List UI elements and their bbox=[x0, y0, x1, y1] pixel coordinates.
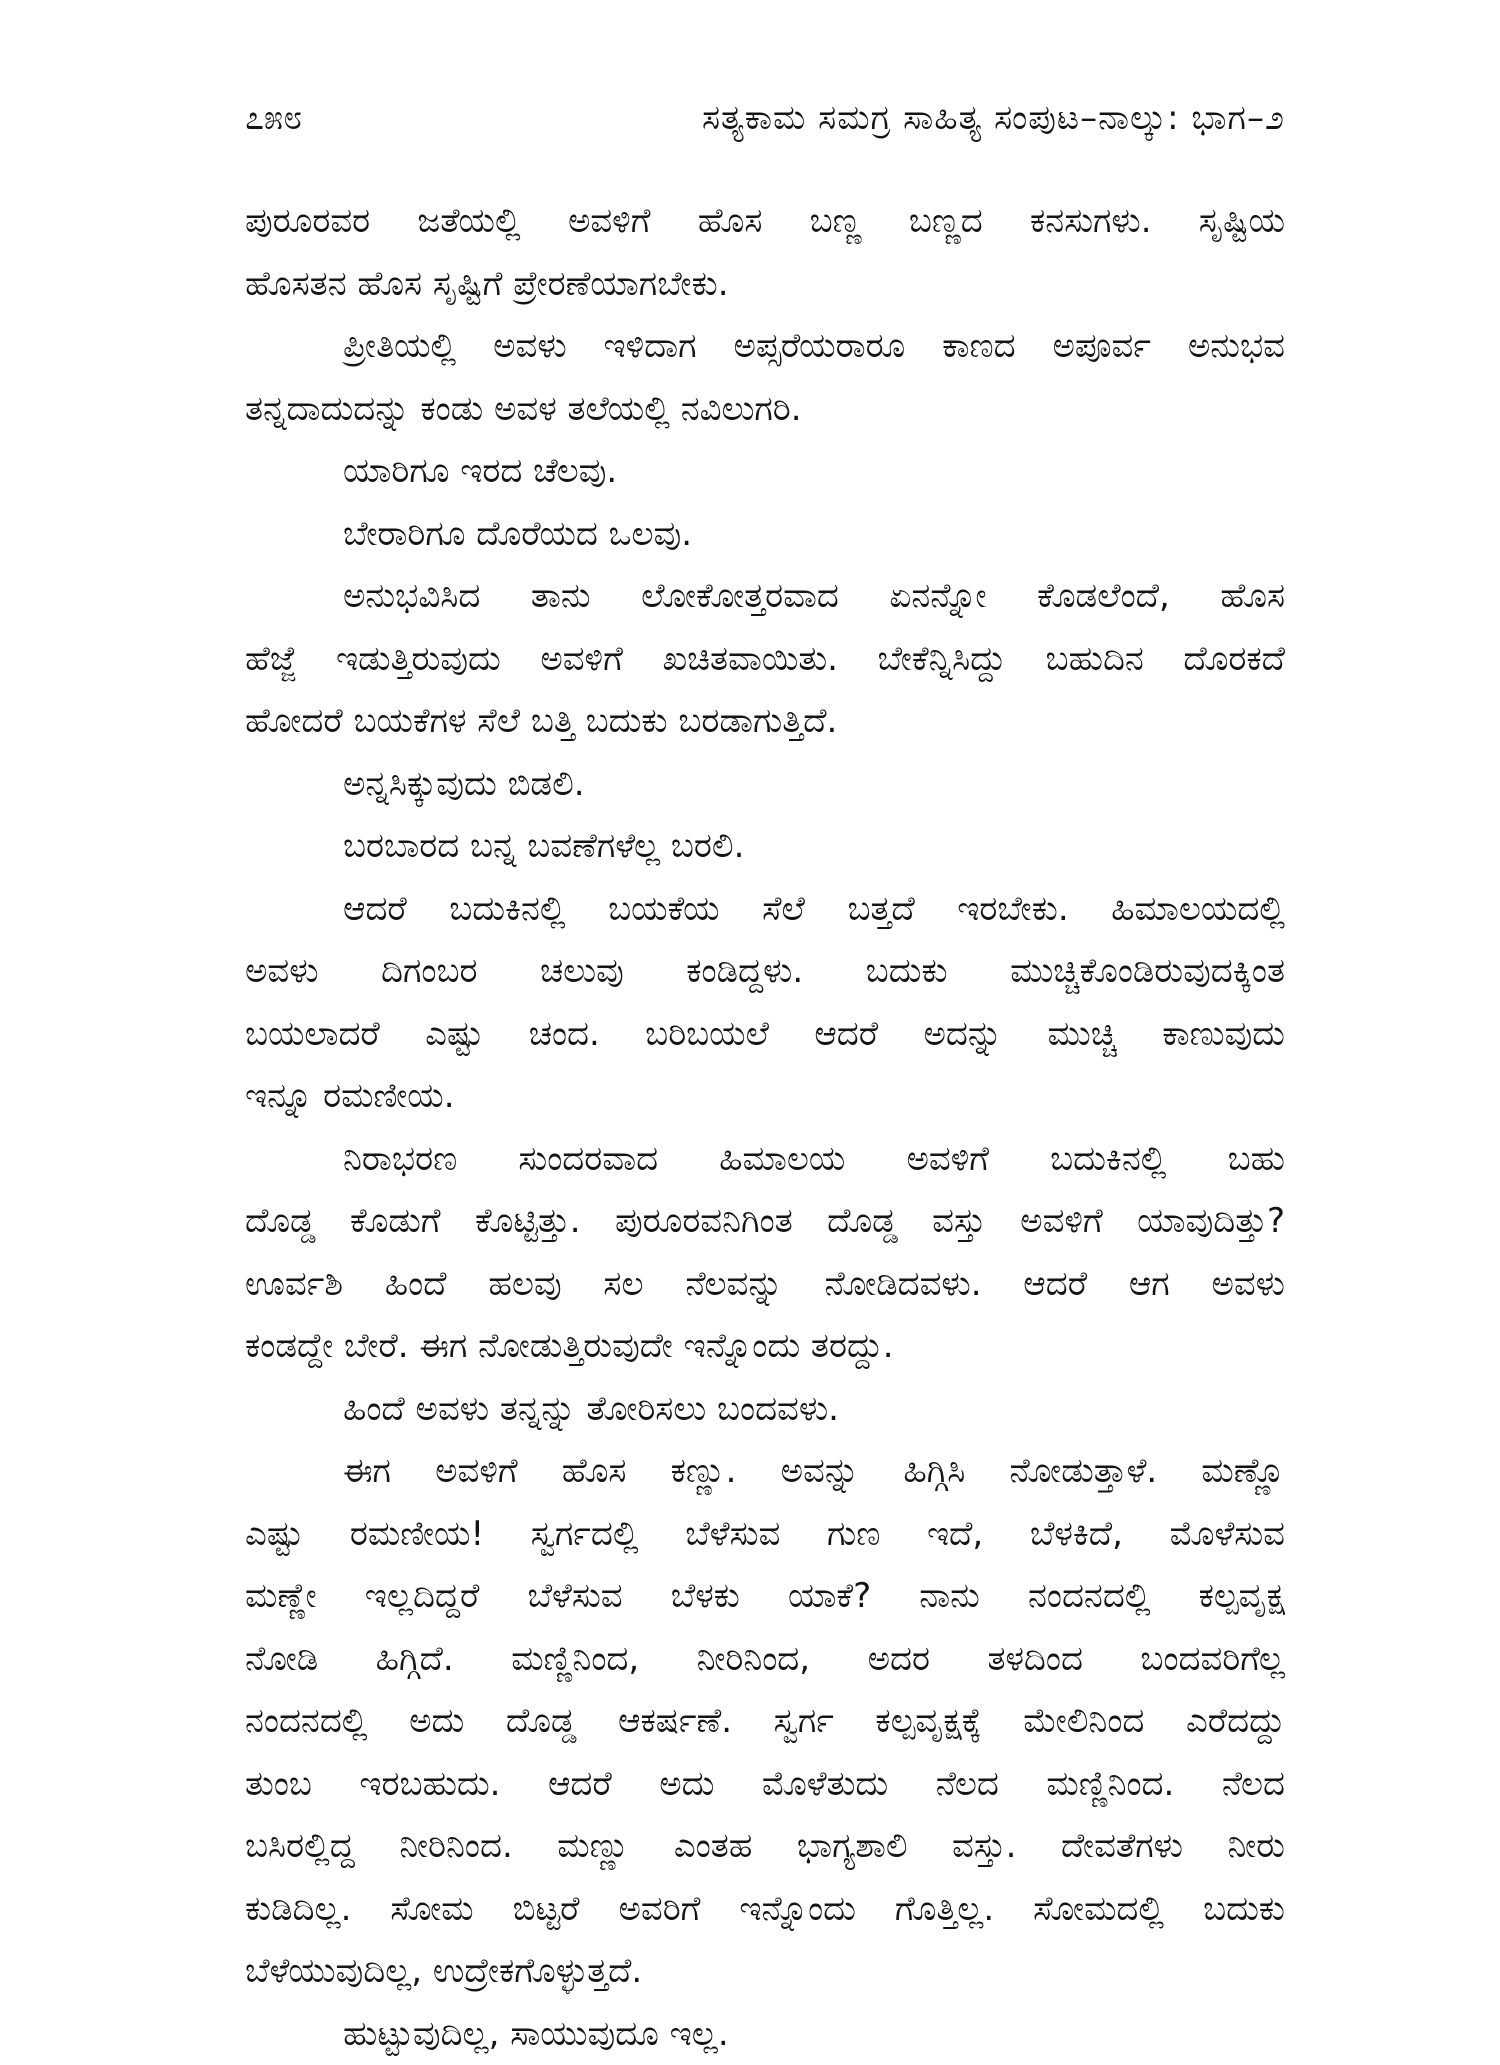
paragraph-start-line: ಹುಟ್ಟುವುದಿಲ್ಲ, ಸಾಯುವುದೂ ಇಲ್ಲ. bbox=[245, 2003, 1285, 2065]
text-line: ದೊಡ್ಡ ಕೊಡುಗೆ ಕೊಟ್ಟಿತ್ತು. ಪುರೂರವನಿಗಿಂತ ದೊಡ್ಡ ವಸ್ತು ಅವಳಿಗೆ ಯಾವುದಿತ್ತು? bbox=[245, 1190, 1285, 1253]
text-line: ಮಣ್ಣೇ ಇಲ್ಲದಿದ್ದರೆ ಬೆಳೆಸುವ ಬೆಳಕು ಯಾಕೆ? ನಾನು ನಂದನದಲ್ಲಿ ಕಲ್ಪವೃಕ್ಷ bbox=[245, 1565, 1285, 1628]
text-line: ಎಷ್ಟು ರಮಣೀಯ! ಸ್ವರ್ಗದಲ್ಲಿ ಬೆಳೆಸುವ ಗುಣ ಇದೆ, ಬೆಳಕಿದೆ, ಮೊಳೆಸುವ bbox=[245, 1503, 1285, 1566]
text-line: ಕಂಡದ್ದೇ ಬೇರೆ. ಈಗ ನೋಡುತ್ತಿರುವುದೇ ಇನ್ನೊಂದು ತರದ್ದು. bbox=[245, 1315, 1285, 1378]
text-line: ಹೆಜ್ಜೆ ಇಡುತ್ತಿರುವುದು ಅವಳಿಗೆ ಖಚಿತವಾಯಿತು. ಬೇಕೆನ್ನಿಸಿದ್ದು ಬಹುದಿನ ದೊರಕದೆ bbox=[245, 628, 1285, 691]
text-line: ನಂದನದಲ್ಲಿ ಅದು ದೊಡ್ಡ ಆಕರ್ಷಣೆ. ಸ್ವರ್ಗ ಕಲ್ಪವೃಕ್ಷಕ್ಕೆ ಮೇಲಿನಿಂದ ಎರೆದದ್ದು bbox=[245, 1690, 1285, 1753]
text-line: ತುಂಬ ಇರಬಹುದು. ಆದರೆ ಅದು ಮೊಳೆತುದು ನೆಲದ ಮಣ್ಣಿನಿಂದ. ನೆಲದ bbox=[245, 1753, 1285, 1816]
text-line: ನೋಡಿ ಹಿಗ್ಗಿದೆ. ಮಣ್ಣಿನಿಂದ, ನೀರಿನಿಂದ, ಅದರ ತಳದಿಂದ ಬಂದವರಿಗೆಲ್ಲ bbox=[245, 1628, 1285, 1691]
paragraph-start-line: ಬರಬಾರದ ಬನ್ನ ಬವಣೆಗಳೆಲ್ಲ ಬರಲಿ. bbox=[245, 815, 1285, 878]
text-line: ಪುರೂರವರ ಜತೆಯಲ್ಲಿ ಅವಳಿಗೆ ಹೊಸ ಬಣ್ಣ ಬಣ್ಣದ ಕನಸುಗಳು. ಸೃಷ್ಟಿಯ bbox=[245, 190, 1285, 253]
paragraph-start-line: ಅನುಭವಿಸಿದ ತಾನು ಲೋಕೋತ್ತರವಾದ ಏನನ್ನೋ ಕೊಡಲೆಂದೆ, ಹೊಸ bbox=[245, 565, 1285, 628]
paragraph-start-line: ಆದರೆ ಬದುಕಿನಲ್ಲಿ ಬಯಕೆಯ ಸೆಲೆ ಬತ್ತದೆ ಇರಬೇಕು. ಹಿಮಾಲಯದಲ್ಲಿ bbox=[245, 878, 1285, 941]
text-line: ಹೋದರೆ ಬಯಕೆಗಳ ಸೆಲೆ ಬತ್ತಿ ಬದುಕು ಬರಡಾಗುತ್ತಿದೆ. bbox=[245, 690, 1285, 753]
text-line: ಹೊಸತನ ಹೊಸ ಸೃಷ್ಟಿಗೆ ಪ್ರೇರಣೆಯಾಗಬೇಕು. bbox=[245, 253, 1285, 316]
text-line: ಬೆಳೆಯುವುದಿಲ್ಲ, ಉದ್ರೇಕಗೊಳ್ಳುತ್ತದೆ. bbox=[245, 1940, 1285, 2003]
book-title: ಸತ್ಯಕಾಮ ಸಮಗ್ರ ಸಾಹಿತ್ಯ ಸಂಪುಟ–ನಾಲ್ಕು: ಭಾಗ–೨ bbox=[702, 88, 1285, 148]
text-line: ತನ್ನದಾದುದನ್ನು ಕಂಡು ಅವಳ ತಲೆಯಲ್ಲಿ ನವಿಲುಗರಿ. bbox=[245, 378, 1285, 441]
paragraph-start-line: ಬೇರಾರಿಗೂ ದೊರೆಯದ ಒಲವು. bbox=[245, 503, 1285, 566]
text-line: ಬಯಲಾದರೆ ಎಷ್ಟು ಚಂದ. ಬರಿಬಯಲೆ ಆದರೆ ಅದನ್ನು ಮುಚ್ಚಿ ಕಾಣುವುದು bbox=[245, 1003, 1285, 1066]
paragraph-start-line: ಅನ್ನಸಿಕ್ಕುವುದು ಬಿಡಲಿ. bbox=[245, 753, 1285, 816]
paragraph-start-line: ಹಿಂದೆ ಅವಳು ತನ್ನನ್ನು ತೋರಿಸಲು ಬಂದವಳು. bbox=[245, 1378, 1285, 1441]
text-line: ಬಸಿರಲ್ಲಿದ್ದ ನೀರಿನಿಂದ. ಮಣ್ಣು ಎಂತಹ ಭಾಗ್ಯಶಾಲಿ ವಸ್ತು. ದೇವತೆಗಳು ನೀರು bbox=[245, 1815, 1285, 1878]
text-body bbox=[245, 190, 1285, 2065]
paragraph-start-line: ನಿರಾಭರಣ ಸುಂದರವಾದ ಹಿಮಾಲಯ ಅವಳಿಗೆ ಬದುಕಿನಲ್ಲಿ ಬಹು bbox=[245, 1128, 1285, 1191]
text-line: ಅವಳು ದಿಗಂಬರ ಚಲುವು ಕಂಡಿದ್ದಳು. ಬದುಕು ಮುಚ್ಚಿಕೊಂಡಿರುವುದಕ್ಕಿಂತ bbox=[245, 940, 1285, 1003]
page-number: ೭೫೮ bbox=[245, 88, 302, 148]
paragraph-start-line: ಪ್ರೀತಿಯಲ್ಲಿ ಅವಳು ಇಳಿದಾಗ ಅಪ್ಸರೆಯರಾರೂ ಕಾಣದ ಅಪೂರ್ವ ಅನುಭವ bbox=[245, 315, 1285, 378]
text-line: ಕುಡಿದಿಲ್ಲ. ಸೋಮ ಬಿಟ್ಟರೆ ಅವರಿಗೆ ಇನ್ನೊಂದು ಗೊತ್ತಿಲ್ಲ. ಸೋಮದಲ್ಲಿ ಬದುಕು bbox=[245, 1878, 1285, 1941]
text-line: ಊರ್ವಶಿ ಹಿಂದೆ ಹಲವು ಸಲ ನೆಲವನ್ನು ನೋಡಿದವಳು. ಆದರೆ ಆಗ ಅವಳು bbox=[245, 1253, 1285, 1316]
paragraph-start-line: ಯಾರಿಗೂ ಇರದ ಚೆಲವು. bbox=[245, 440, 1285, 503]
running-head bbox=[245, 88, 1285, 148]
paragraph-start-line: ಈಗ ಅವಳಿಗೆ ಹೊಸ ಕಣ್ಣು. ಅವನ್ನು ಹಿಗ್ಗಿಸಿ ನೋಡುತ್ತಾಳೆ. ಮಣ್ಣೊ bbox=[245, 1440, 1285, 1503]
text-line: ಇನ್ನೂ ರಮಣೀಯ. bbox=[245, 1065, 1285, 1128]
